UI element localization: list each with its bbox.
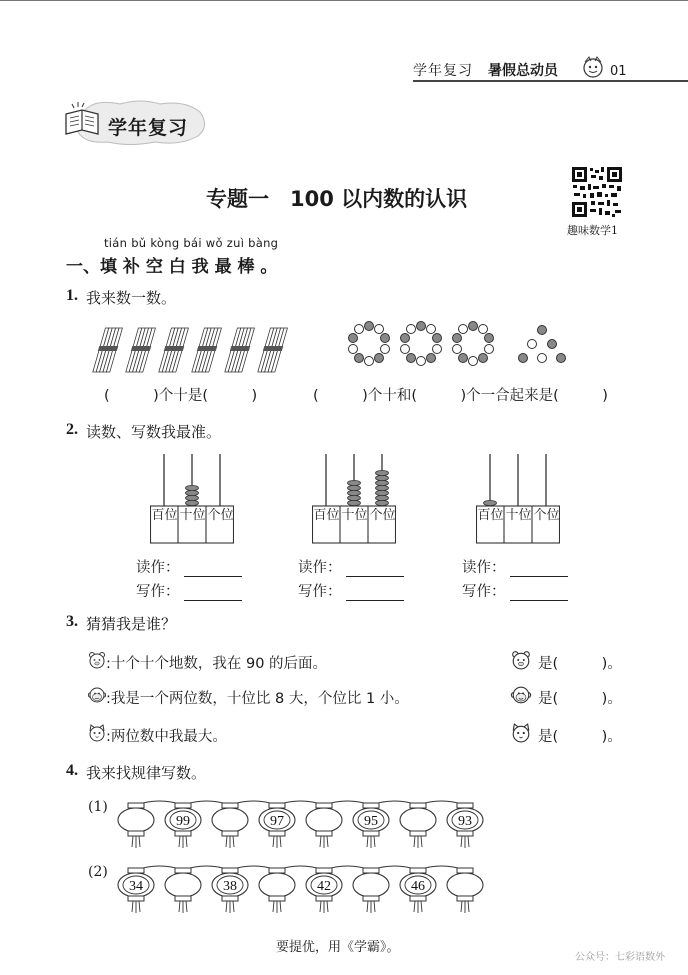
q1-blank-right[interactable]: ( )个十和( )个一合起来是( ) <box>313 388 608 404</box>
place-label-tens: 十位 <box>505 508 532 523</box>
lantern-icon[interactable] <box>306 803 342 848</box>
place-label-hundreds: 百位 <box>477 508 504 523</box>
lantern-icon <box>306 868 342 913</box>
lantern-icon[interactable] <box>212 803 248 848</box>
read-field-2[interactable] <box>298 556 404 577</box>
lantern-row-1 <box>88 795 488 851</box>
q1-number: 1. <box>66 287 78 304</box>
q2-number: 2. <box>66 421 78 438</box>
lantern-number: 97 <box>270 814 284 829</box>
place-label-tens: 十位 <box>179 508 206 523</box>
abacus-2 <box>312 452 396 544</box>
clue-1-text: :十个十个地数，我在 90 的后面。 <box>106 656 328 672</box>
monkey-face-icon <box>88 686 106 704</box>
write-label: 写作： <box>462 584 506 600</box>
bead-ring-icon <box>349 322 390 366</box>
read-field-3[interactable] <box>462 556 568 577</box>
stick-bundle-icon <box>158 328 190 372</box>
q1-title: 我来数一数。 <box>86 289 177 307</box>
mascot-icon <box>579 52 607 80</box>
q3-title: 猜猜我是谁？ <box>86 615 177 633</box>
lantern-string <box>88 795 488 851</box>
stick-bundle-icon <box>224 328 256 372</box>
write-field-2[interactable] <box>298 580 404 601</box>
q2-title: 读数、写数我最准。 <box>86 423 222 441</box>
lantern-number: 38 <box>223 879 237 894</box>
lantern-icon[interactable] <box>259 868 295 913</box>
place-label-hundreds: 百位 <box>151 508 178 523</box>
q1-blank-left[interactable]: ( )个十是( ) <box>104 388 258 404</box>
lantern-number: 42 <box>317 879 331 894</box>
bear-face-icon <box>88 651 106 669</box>
place-label-ones: 个位 <box>369 508 396 523</box>
page-title: 专题一 100 以内数的认识 <box>206 187 468 211</box>
lantern-icon[interactable] <box>165 868 201 913</box>
loose-beads-icon <box>519 326 566 363</box>
abacus-1 <box>150 452 234 544</box>
header-brand: 暑假总动员 <box>488 63 558 79</box>
write-label: 写作： <box>298 584 342 600</box>
cat-face-icon <box>88 724 106 742</box>
lantern-icon <box>118 868 154 913</box>
lantern-icon[interactable] <box>400 803 436 848</box>
lantern-number: 99 <box>176 814 190 829</box>
lantern-icon[interactable] <box>447 868 483 913</box>
page-number: 01 <box>610 64 627 79</box>
abacus-3 <box>476 452 560 544</box>
bead-rings-group <box>347 320 567 370</box>
lantern-icon <box>212 868 248 913</box>
read-label: 读作： <box>298 560 342 576</box>
row-label: (2) <box>88 864 108 880</box>
abacus-beads-tens <box>186 485 199 505</box>
q4-title: 我来找规律写数。 <box>86 764 207 782</box>
clue-2-answer[interactable]: 是( )。 <box>538 691 622 707</box>
lantern-number: 34 <box>129 879 143 894</box>
lantern-icon[interactable] <box>353 868 389 913</box>
stick-bundle-icon <box>125 328 157 372</box>
place-label-tens: 十位 <box>341 508 368 523</box>
lantern-icon <box>259 803 295 848</box>
q4-number: 4. <box>66 762 78 779</box>
bead-ring-icon <box>401 322 442 366</box>
header-rule <box>413 80 688 82</box>
lantern-number: 95 <box>364 814 378 829</box>
place-label-hundreds: 百位 <box>313 508 340 523</box>
clue-2-text: :我是一个两位数，十位比 8 大，个位比 1 小。 <box>106 691 409 707</box>
header-section: 学年复习 <box>413 63 473 79</box>
place-label-ones: 个位 <box>207 508 234 523</box>
qr-code-icon[interactable] <box>571 166 623 218</box>
read-label: 读作： <box>136 560 180 576</box>
lantern-row-2 <box>88 860 488 916</box>
q3-number: 3. <box>66 613 78 630</box>
stick-bundle-icon <box>257 328 288 372</box>
top-rule <box>0 0 688 1</box>
read-field-1[interactable] <box>136 556 242 577</box>
lantern-icon <box>447 803 483 848</box>
monkey-face-icon <box>510 685 532 705</box>
cat-face-icon <box>510 723 532 743</box>
footer-slogan: 要提优，用《学霸》。 <box>276 940 400 955</box>
write-label: 写作： <box>136 584 180 600</box>
lantern-icon <box>400 868 436 913</box>
clue-3-answer[interactable]: 是( )。 <box>538 729 622 745</box>
read-label: 读作： <box>462 560 506 576</box>
lantern-icon <box>353 803 389 848</box>
bear-face-icon <box>510 650 532 670</box>
lantern-icon[interactable] <box>118 803 154 848</box>
lantern-number: 93 <box>458 814 472 829</box>
row-label: (1) <box>88 799 108 815</box>
stick-bundles-group <box>88 326 288 378</box>
pinyin-line: tián bǔ kòng bái wǒ zuì bàng <box>104 236 279 250</box>
clue-1-answer[interactable]: 是( )。 <box>538 656 622 672</box>
lantern-number: 46 <box>411 879 425 894</box>
clue-3-text: :两位数中我最大。 <box>106 729 227 745</box>
section-badge <box>60 100 210 146</box>
abacus-beads-ones <box>376 470 389 505</box>
abacus-beads-hundreds <box>484 500 497 505</box>
write-field-3[interactable] <box>462 580 568 601</box>
qr-caption: 趣味数学1 <box>567 224 618 237</box>
stick-bundle-icon <box>92 328 124 372</box>
abacus-beads-tens <box>348 480 361 505</box>
badge-label: 学年复习 <box>108 117 189 139</box>
footer-watermark: 公众号：七彩语数外 <box>575 952 665 963</box>
part-heading: 一、填 补 空 白 我 最 棒 。 <box>66 257 278 277</box>
place-label-ones: 个位 <box>533 508 560 523</box>
bead-ring-icon <box>453 322 494 366</box>
lantern-string <box>88 860 488 916</box>
lantern-icon <box>165 803 201 848</box>
write-field-1[interactable] <box>136 580 242 601</box>
stick-bundle-icon <box>191 328 223 372</box>
